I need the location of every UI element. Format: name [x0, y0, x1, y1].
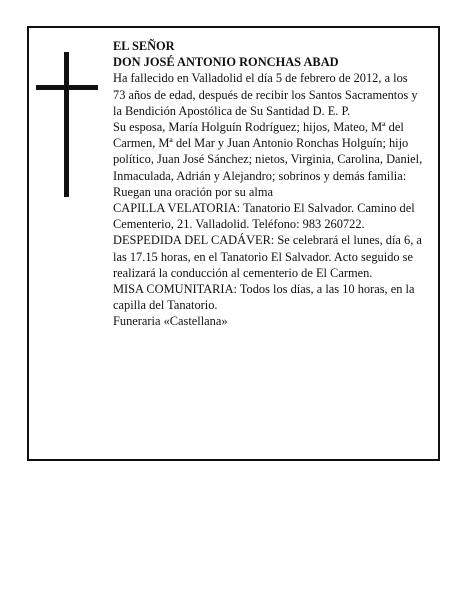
title-line-1: EL SEÑOR [113, 39, 175, 53]
deceased-name: DON JOSÉ ANTONIO RONCHAS ABAD [113, 55, 339, 70]
cross-vertical-bar [64, 52, 69, 197]
latin-cross-icon [36, 52, 98, 197]
family-list: Su esposa, María Holguín Rodríguez; hijos, Mateo, Mª del Carmen, Mª del Mar y Juan Antonio Ronchas Holguín; hijo político, Juan José Sánchez; nietos, Virginia, Carolina, Daniel, Inmaculada, Adrián y Alejandro; sobrinos y demás familia: [113, 120, 423, 183]
funeral-home: Funeraria «Castellana» [113, 314, 228, 329]
cross-horizontal-bar [36, 85, 98, 90]
death-announcement: Ha fallecido en Valladolid el día 5 de febrero de 2012, a los 73 años de edad, después de recibir los Santos Sacramentos y la Bendición Apostólica de Su Santidad D. E. P. [113, 71, 418, 118]
mass-info: MISA COMUNITARIA: Todos los días, a las 10 horas, en la capilla del Tanatorio. [113, 282, 415, 313]
chapel-info: CAPILLA VELATORIA: Tanatorio El Salvador. Camino del Cementerio, 21. Valladolid. Teléfono: 983 260722. [113, 201, 415, 232]
obituary-text [113, 38, 423, 330]
farewell-info: DESPEDIDA DEL CADÁVER: Se celebrará el lunes, día 6, a las 17.15 horas, en el Tanatorio El Salvador. Acto seguido se realizará la conducción al cementerio de El Carmen. [113, 233, 422, 280]
prayer-request: Ruegan una oración por su alma [113, 184, 273, 199]
